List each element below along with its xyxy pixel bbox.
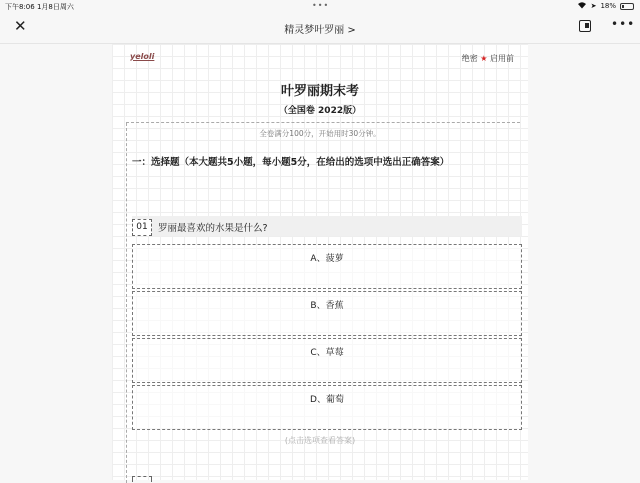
divider [126,122,520,123]
option-d[interactable]: D、葡萄 [132,385,522,430]
exam-title: 叶罗丽期末考 [280,84,359,99]
question-number: 01 [132,219,152,236]
secret-label [462,53,514,64]
question-text: 罗丽最喜欢的水果是什么? [158,223,268,234]
status-time-date: 下午8:06 1月8日周六 [5,3,74,11]
page-title[interactable]: 精灵梦叶罗丽 > [284,25,356,36]
star-icon: ★ [480,54,488,63]
close-icon[interactable]: ✕ [14,17,27,35]
exam-subtitle: （全国卷 2022版） [278,106,362,116]
secret-text: 绝密 [461,54,478,63]
battery-icon [620,3,634,10]
nav-bar [0,12,640,44]
exam-info: 全卷满分100分，开始用时30分钟。 [259,129,381,138]
multitask-dots[interactable]: ••• [312,1,330,10]
more-icon[interactable]: ••• [611,17,636,31]
option-c[interactable]: C、草莓 [132,338,522,383]
battery-percent: 18% [600,2,616,10]
secret-suffix: 启用前 [490,54,514,63]
floating-window-icon[interactable] [579,20,591,32]
location-icon: ➤ [590,2,597,10]
answer-hint: (点击选项查看答案) [284,436,356,445]
status-bar [0,0,640,12]
question-row [132,216,522,236]
option-b[interactable]: B、香蕉 [132,291,522,336]
brand-logo: yeloli [130,52,155,61]
exam-paper [112,44,528,480]
next-question-number [132,476,152,482]
option-a[interactable]: A、菠萝 [132,244,522,289]
status-right [577,1,634,11]
margin-rule [126,123,127,483]
section-heading: 一：选择题（本大题共5小题，每小题5分，在给出的选项中选出正确答案） [132,157,450,168]
wifi-icon [577,1,587,11]
